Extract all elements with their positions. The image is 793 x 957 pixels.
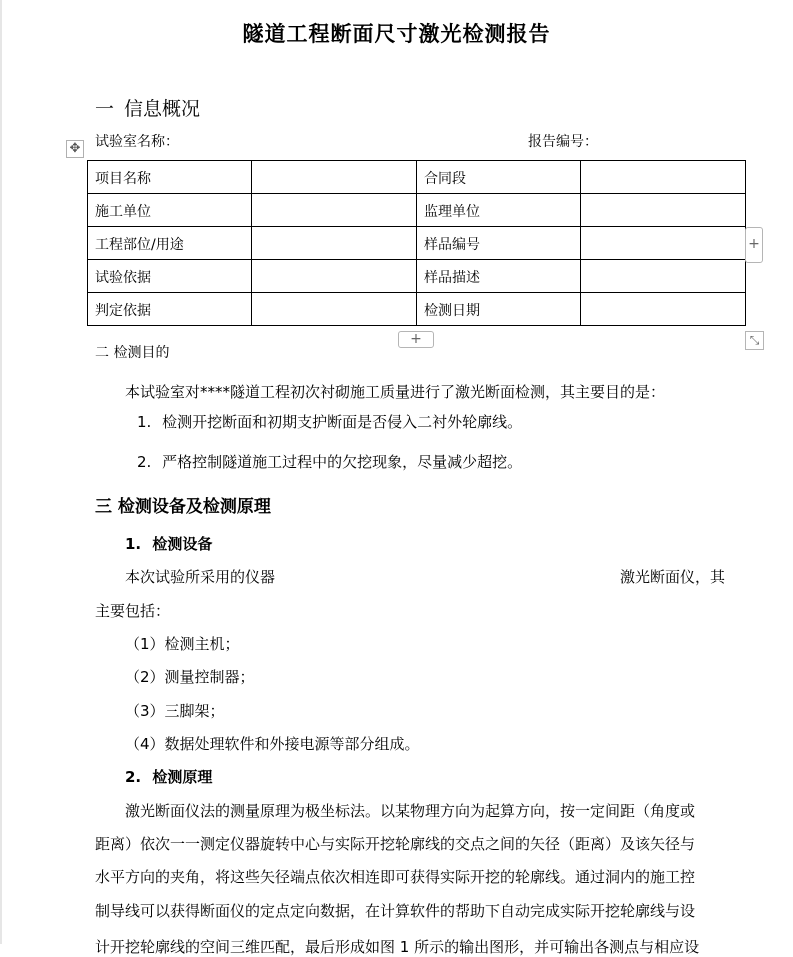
table-cell[interactable] bbox=[581, 194, 746, 227]
equipment-part: （3）三脚架； bbox=[125, 702, 225, 720]
list-item-number: 1. bbox=[137, 413, 152, 431]
table-row bbox=[88, 161, 746, 194]
subsection-title: 检测设备 bbox=[152, 535, 213, 553]
table-row bbox=[88, 260, 746, 293]
subsection-heading-principle bbox=[125, 766, 212, 787]
section1-title: 信息概况 bbox=[124, 98, 201, 120]
table-cell[interactable]: 施工单位 bbox=[88, 194, 252, 227]
table-cell[interactable]: 样品描述 bbox=[417, 260, 581, 293]
table-resize-handle-icon[interactable]: ⤡ bbox=[745, 331, 764, 350]
table-row bbox=[88, 293, 746, 326]
table-cell[interactable]: 监理单位 bbox=[417, 194, 581, 227]
equipment-part: （1）检测主机； bbox=[125, 635, 240, 653]
table-cell[interactable]: 项目名称 bbox=[88, 161, 252, 194]
section2-heading: 二 检测目的 bbox=[95, 345, 170, 361]
principle-line: 计开挖轮廓线的空间三维匹配，最后形成如图 1 所示的输出图形，并可输出各测点与相应设 bbox=[95, 938, 700, 956]
table-cell[interactable] bbox=[581, 293, 746, 326]
report-number-label: 报告编号： bbox=[528, 134, 598, 150]
document-title: 隧道工程断面尺寸激光检测报告 bbox=[242, 22, 551, 46]
list-item-text: 检测开挖断面和初期支护断面是否侵入二衬外轮廓线。 bbox=[162, 413, 523, 431]
table-cell[interactable]: 工程部位/用途 bbox=[88, 227, 252, 260]
subsection-title: 检测原理 bbox=[152, 768, 213, 786]
section3-heading: 三 检测设备及检测原理 bbox=[95, 497, 271, 517]
equipment-line-right: 激光断面仪，其 bbox=[620, 568, 726, 586]
table-cell[interactable]: 合同段 bbox=[417, 161, 581, 194]
principle-line: 水平方向的夹角，将这些矢径端点依次相连即可获得实际开挖的轮廓线。通过洞内的施工控 bbox=[95, 868, 696, 886]
table-cell[interactable] bbox=[252, 194, 417, 227]
page-edge bbox=[0, 0, 2, 944]
principle-line: 制导线可以获得断面仪的定点定向数据，在计算软件的帮助下自动完成实际开挖轮廓线与设 bbox=[95, 902, 696, 920]
section1-heading bbox=[95, 94, 200, 121]
table-cell[interactable] bbox=[252, 260, 417, 293]
subsection-heading-equipment bbox=[125, 533, 212, 554]
table-cell[interactable]: 样品编号 bbox=[417, 227, 581, 260]
list-item bbox=[137, 411, 522, 432]
principle-line: 距离）依次一一测定仪器旋转中心与实际开挖轮廓线的交点之间的矢径（距离）及该矢径与 bbox=[95, 835, 696, 853]
equipment-line-continued: 主要包括： bbox=[95, 602, 171, 620]
info-table bbox=[87, 160, 746, 326]
table-row bbox=[88, 227, 746, 260]
list-item-number: 2. bbox=[137, 453, 152, 471]
table-cell[interactable] bbox=[252, 293, 417, 326]
equipment-part: （4）数据处理软件和外接电源等部分组成。 bbox=[125, 735, 420, 753]
section1-number: 一 bbox=[95, 98, 115, 120]
add-row-button[interactable]: + bbox=[398, 331, 434, 348]
lab-name-label: 试验室名称： bbox=[95, 134, 179, 150]
equipment-part: （2）测量控制器； bbox=[125, 668, 255, 686]
table-cell[interactable] bbox=[581, 161, 746, 194]
table-row bbox=[88, 194, 746, 227]
table-cell[interactable] bbox=[252, 227, 417, 260]
subsection-number: 2. bbox=[125, 768, 142, 786]
table-cell[interactable] bbox=[252, 161, 417, 194]
section2-intro: 本试验室对****隧道工程初次衬砌施工质量进行了激光断面检测，其主要目的是： bbox=[125, 383, 666, 401]
add-column-button[interactable]: + bbox=[745, 227, 763, 263]
list-item-text: 严格控制隧道施工过程中的欠挖现象，尽量减少超挖。 bbox=[162, 453, 523, 471]
table-cell[interactable]: 试验依据 bbox=[88, 260, 252, 293]
equipment-line-left: 本次试验所采用的仪器 bbox=[125, 568, 276, 586]
table-cell[interactable]: 判定依据 bbox=[88, 293, 252, 326]
table-move-handle-icon[interactable]: ✥ bbox=[66, 140, 84, 158]
subsection-number: 1. bbox=[125, 535, 142, 553]
table-cell[interactable] bbox=[581, 227, 746, 260]
list-item bbox=[137, 451, 522, 472]
principle-line: 激光断面仪法的测量原理为极坐标法。以某物理方向为起算方向，按一定间距（角度或 bbox=[125, 802, 696, 820]
table-cell[interactable] bbox=[581, 260, 746, 293]
table-cell[interactable]: 检测日期 bbox=[417, 293, 581, 326]
